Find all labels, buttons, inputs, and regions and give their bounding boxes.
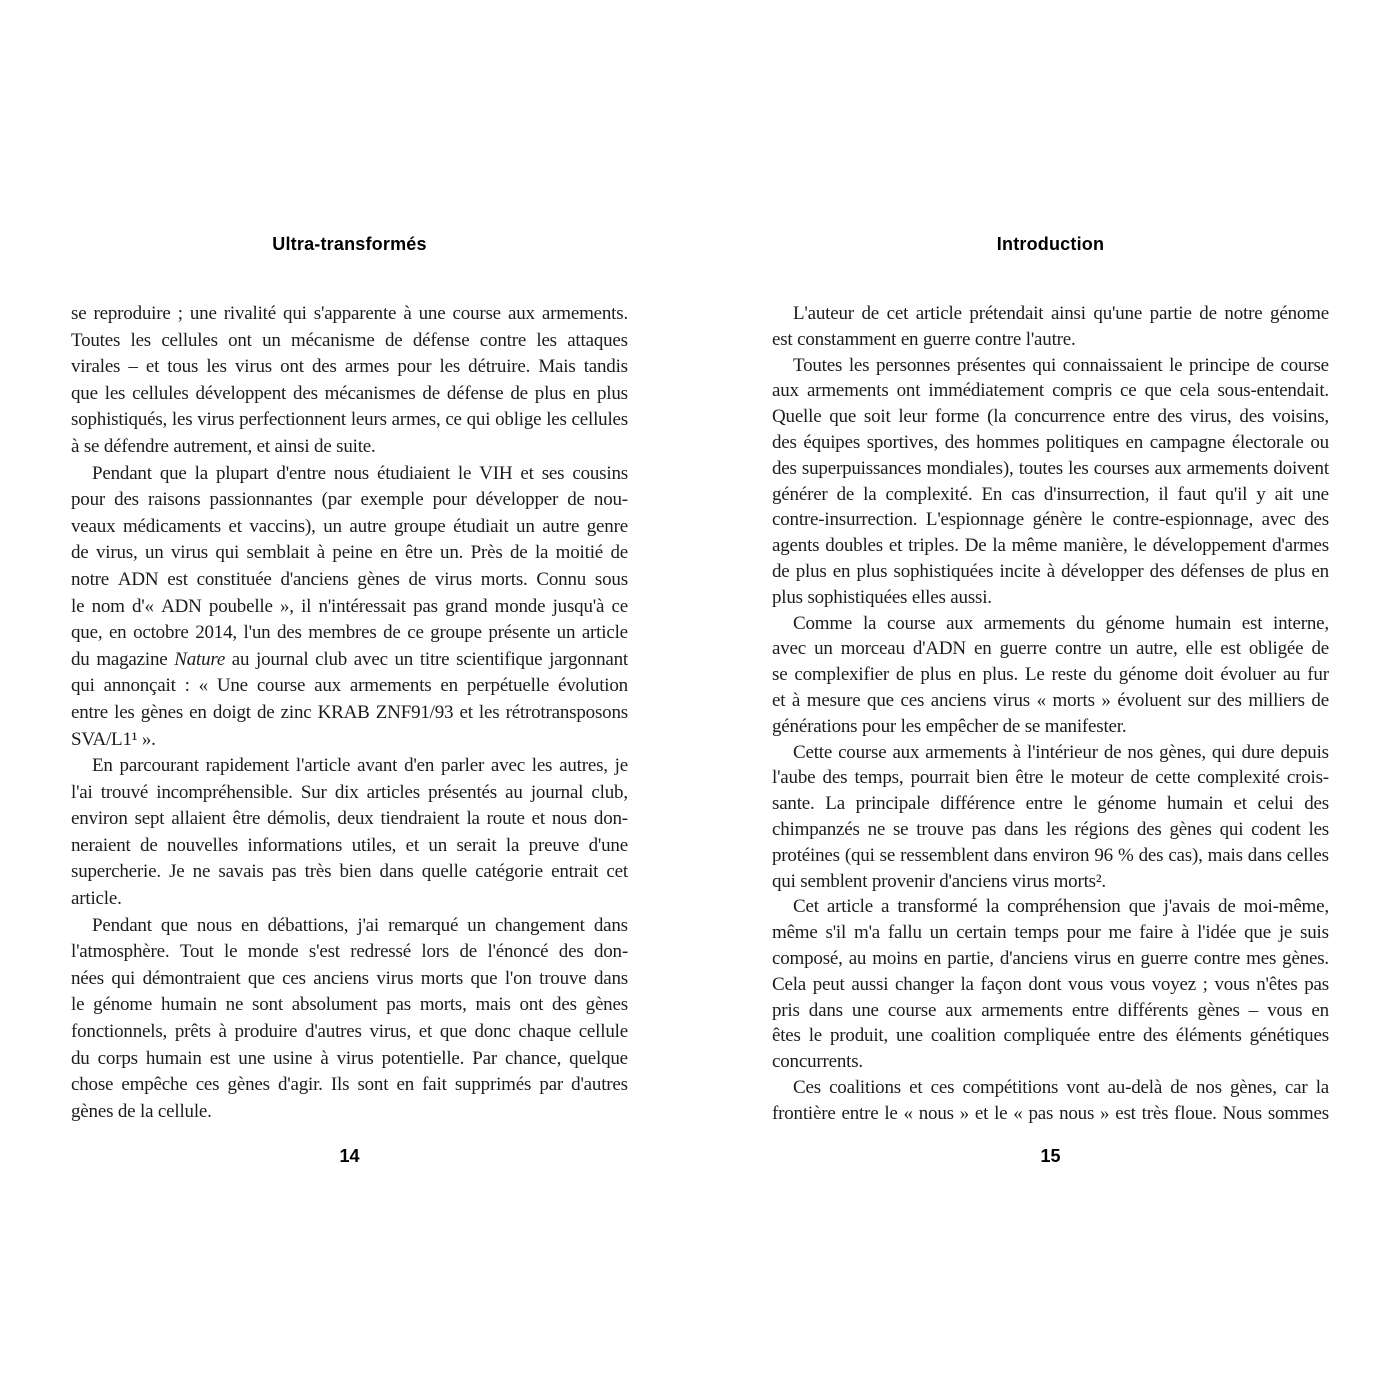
text-line: Comme la course aux armements du génome humain est interne,: [793, 612, 1329, 634]
text-line: l'atmosphère. Tout le monde s'est redressé lors de l'énoncé des don-: [71, 941, 628, 963]
text-line: générations pour les empêcher de se manifester.: [772, 715, 1127, 737]
text-line: le génome humain ne sont absolument pas morts, mais ont des gènes: [71, 994, 628, 1016]
text-line: de virus, un virus qui semblait à peine en être un. Près de la moitié de: [71, 542, 628, 564]
page-number-left: 14: [339, 1146, 360, 1166]
page-number-right: 15: [1040, 1146, 1061, 1166]
text-line: virales – et tous les virus ont des armes pour les détruire. Mais tandis: [71, 356, 628, 378]
text-line: plus sophistiquées elles aussi.: [772, 586, 992, 608]
right-page-body-text: [772, 301, 1329, 1127]
text-line: agents doubles et triples. De la même manière, le développement d'armes: [772, 535, 1329, 557]
text-line: se reproduire ; une rivalité qui s'apparente à une course aux armements.: [71, 303, 628, 324]
text-line: se complexifier de plus en plus. Le reste du génome doit évoluer au fur: [772, 664, 1329, 686]
text-line: SVA/L1¹ ».: [71, 728, 156, 750]
text-line: fonctionnels, prêts à produire d'autres virus, et que donc chaque cellule: [71, 1021, 628, 1043]
text-line: neraient de nouvelles informations utiles, et un serait la preuve d'une: [71, 834, 628, 856]
text-line: Cela peut aussi changer la façon dont vous vous voyez ; vous n'êtes pas: [772, 973, 1329, 995]
text-line: aux armements ont immédiatement compris ce que cela sous-entendait.: [772, 380, 1329, 402]
text-line: protéines (qui se ressemblent dans environ 96 % des cas), mais dans celles: [772, 844, 1329, 866]
text-line: de plus en plus sophistiquées incite à développer des défenses de plus en: [772, 560, 1329, 582]
text-line: le nom d'« ADN poubelle », il n'intéressait pas grand monde jusqu'à ce: [71, 595, 628, 617]
running-header-left: Ultra-transformés: [272, 234, 427, 254]
text-line: qui annonçait : « Une course aux armements en perpétuelle évolution: [71, 675, 628, 697]
text-line: qui semblent provenir d'anciens virus morts².: [772, 870, 1106, 892]
text-line: générer de la complexité. En cas d'insurrection, il faut qu'il y ait une: [772, 483, 1329, 505]
text-line: du corps humain est une usine à virus potentielle. Par chance, quelque: [71, 1047, 628, 1069]
text-line: Toutes les cellules ont un mécanisme de défense contre les attaques: [71, 329, 628, 351]
text-line: même s'il m'a fallu un certain temps pour me faire à l'idée que je suis: [772, 922, 1329, 944]
text-line: Pendant que la plupart d'entre nous étudiaient le VIH et ses cousins: [92, 462, 628, 484]
text-line: Ces coalitions et ces compétitions vont au-delà de nos gènes, car la: [793, 1076, 1329, 1098]
text-line: du magazine Nature au journal club avec un titre scientifique jargonnant: [71, 648, 628, 670]
text-line: gènes de la cellule.: [71, 1100, 212, 1122]
text-line: Pendant que nous en débattions, j'ai remarqué un changement dans: [92, 914, 628, 936]
text-line: à se défendre autrement, et ainsi de suite.: [71, 435, 376, 457]
text-line: Toutes les personnes présentes qui connaissaient le principe de course: [793, 354, 1329, 376]
text-line: supercherie. Je ne savais pas très bien dans quelle catégorie entrait cet: [71, 861, 628, 883]
text-line: pour des raisons passionnantes (par exemple pour développer de nou-: [71, 489, 628, 511]
text-line: L'auteur de cet article prétendait ainsi qu'une partie de notre génome: [793, 303, 1329, 324]
text-line: veaux médicaments et vaccins), un autre groupe étudiait un autre genre: [71, 515, 628, 537]
text-line: que les cellules développent des mécanismes de défense de plus en plus: [71, 382, 628, 404]
left-page-body-text: [71, 301, 628, 1125]
text-line: chimpanzés ne se trouve pas dans les régions des gènes qui codent les: [772, 818, 1329, 840]
text-line: chose empêche ces gènes d'agir. Ils sont en fait supprimés par d'autres: [71, 1074, 628, 1096]
text-line: concurrents.: [772, 1051, 863, 1073]
text-line: composé, au moins en partie, d'anciens virus en guerre contre mes gènes.: [772, 947, 1329, 969]
text-line: est constamment en guerre contre l'autre.: [772, 328, 1076, 350]
text-line: avec un morceau d'ADN en guerre contre un autre, elle est obligée de: [772, 638, 1329, 660]
text-line: Cet article a transformé la compréhension que j'avais de moi-même,: [793, 896, 1329, 918]
text-line: En parcourant rapidement l'article avant d'en parler avec les autres, je: [92, 755, 628, 777]
text-line: sophistiqués, les virus perfectionnent leurs armes, ce qui oblige les cellules: [71, 409, 628, 431]
text-line: Quelle que soit leur forme (la concurrence entre des virus, des voisins,: [772, 406, 1329, 428]
text-line: des superpuissances mondiales), toutes les courses aux armements doivent: [772, 457, 1329, 479]
text-line: nées qui démontraient que ces anciens virus morts que l'on trouve dans: [71, 967, 628, 989]
text-line: Cette course aux armements à l'intérieur de nos gènes, qui dure depuis: [793, 741, 1329, 763]
text-line: environ sept allaient être démolis, deux tiendraient la route et nous don-: [71, 808, 628, 830]
text-line: entre les gènes en doigt de zinc KRAB ZNF91/93 et les rétrotransposons: [71, 701, 628, 723]
text-line: sante. La principale différence entre le génome humain et celui des: [772, 793, 1329, 815]
text-line: article.: [71, 888, 122, 910]
text-line: notre ADN est constituée d'anciens gènes de virus morts. Connu sous: [71, 568, 628, 590]
text-line: et à mesure que ces anciens virus « morts » évoluent sur des milliers de: [772, 689, 1329, 711]
text-line: que, en octobre 2014, l'un des membres de ce groupe présente un article: [71, 622, 628, 644]
text-line: l'aube des temps, pourrait bien être le moteur de cette complexité crois-: [772, 767, 1329, 789]
text-line: des équipes sportives, des hommes politiques en campagne électorale ou: [772, 431, 1329, 453]
text-line: contre-insurrection. L'espionnage génère le contre-espionnage, avec des: [772, 509, 1329, 531]
text-line: êtes le produit, une coalition compliquée entre des éléments génétiques: [772, 1025, 1329, 1047]
running-header-right: Introduction: [996, 234, 1105, 254]
text-line: l'ai trouvé incompréhensible. Sur dix articles présentés au journal club,: [71, 781, 628, 803]
text-line: pris dans une course aux armements entre différents gènes – vous en: [772, 999, 1329, 1021]
text-line: frontière entre le « nous » et le « pas nous » est très floue. Nous sommes: [772, 1102, 1329, 1124]
